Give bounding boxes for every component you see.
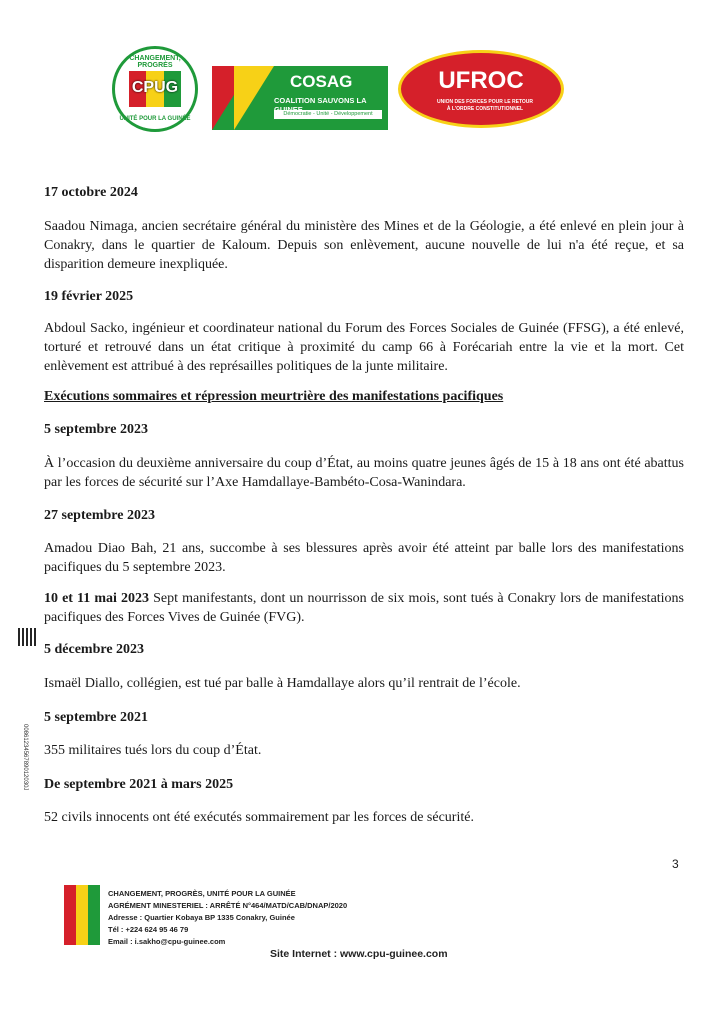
cpug-logo-bottom-text: UNITÉ POUR LA GUINÉE [119,116,191,122]
cosag-logo-name: COSAG [290,72,353,91]
footer-line-agrement: AGRÉMENT MINESTERIEL : ARRÊTÉ N°464/MATD/CAB/DNAP/2020 [108,901,348,910]
ufroc-logo-subtitle: UNION DES FORCES POUR LE RETOUR À L'ORDRE CONSTITUTIONNEL [436,99,534,112]
entry-date: 27 septembre 2023 [44,508,155,523]
section-title: Exécutions sommaires et répression meurtrière des manifestations pacifiques [44,389,504,404]
entry-text: 355 militaires tués lors du coup d’État. [44,743,262,758]
entry-text: Amadou Diao Bah, 21 ans, succombe à ses blessures après avoir été atteint par balle lors des manifestations pacifiques du 5 septembre 2023. [44,541,684,575]
entry-date: 5 septembre 2023 [44,422,148,437]
ufroc-logo-name: UFROC [438,67,524,94]
page-number: 3 [672,857,679,871]
cosag-yellow-stripe [234,66,274,130]
entry-text: Ismaël Diallo, collégien, est tué par balle à Hamdallaye alors qu’il rentrait de l’école. [44,676,521,691]
cosag-logo-tagline: Démocratie - Unité - Développement [274,110,382,119]
entry-text: Saadou Nimaga, ancien secrétaire général du ministère des Mines et de la Géologie, a été enlevé en plein jour à Conakry, dans le quartier de Kaloum. Depuis son enlèvement, aucune nouvelle de lui n'a été reçue, et sa disparition demeure inexpliquée. [44,219,684,272]
entry-date: De septembre 2021 à mars 2025 [44,777,234,792]
footer-line-phone: Tél : +224 624 95 46 79 [108,925,189,934]
side-code: 0086123456789012030J [22,724,28,791]
entry-date: 17 octobre 2024 [44,185,138,200]
cosag-logo [212,66,388,130]
entry-date: 19 février 2025 [44,289,134,304]
ufroc-logo [398,50,564,128]
qr-code-icon [18,628,36,646]
footer-info [108,888,347,948]
footer-line-address: Adresse : Quartier Kobaya BP 1335 Conakry, Guinée [108,913,295,922]
cpug-logo-top-text: CHANGEMENT, PROGRÈS [129,55,181,69]
footer-line-motto: CHANGEMENT, PROGRÈS, UNITÉ POUR LA GUINÉE [108,889,296,898]
entry-text: Sept manifestants, dont un nourrisson de six mois, sont tués à Conakry lors de manifestations pacifiques des Forces Vives de Guinée (FVG). [44,591,685,625]
entry-date: 5 septembre 2021 [44,710,148,725]
footer-line-email[interactable]: Email : i.sakho@cpu-guinee.com [108,937,226,946]
entry-text: 52 civils innocents ont été exécutés sommairement par les forces de sécurité. [44,810,474,825]
footer-website-link[interactable]: Site Internet : www.cpu-guinee.com [270,948,448,960]
entry-inline [44,589,684,627]
cpug-logo [112,46,198,132]
cpug-logo-mark: CPUG [131,79,179,96]
entry-date: 10 et 11 mai 2023 [44,591,150,606]
cosag-logo-subtitle: COALITION SAUVONS LA [274,96,367,105]
footer-flag [64,885,100,945]
entry-text: À l’occasion du deuxième anniversaire du coup d’État, au moins quatre jeunes âgés de 15 à 18 ans ont été abattus par les forces de sécurité sur l’Axe Hamdallaye-Bambéto-Cosa-Wanindara. [44,456,684,490]
entry-text: Abdoul Sacko, ingénieur et coordinateur national du Forum des Forces Sociales de Guinée (FFSG), a été enlevé, torturé et retrouvé dans un état critique à proximité du camp 66 à Forécariah entre la vie et la mort. Cet enlèvement est attribué à des représailles politiques de la junte militaire. [44,321,684,374]
header-logos [0,40,724,140]
entry-date: 5 décembre 2023 [44,642,145,657]
